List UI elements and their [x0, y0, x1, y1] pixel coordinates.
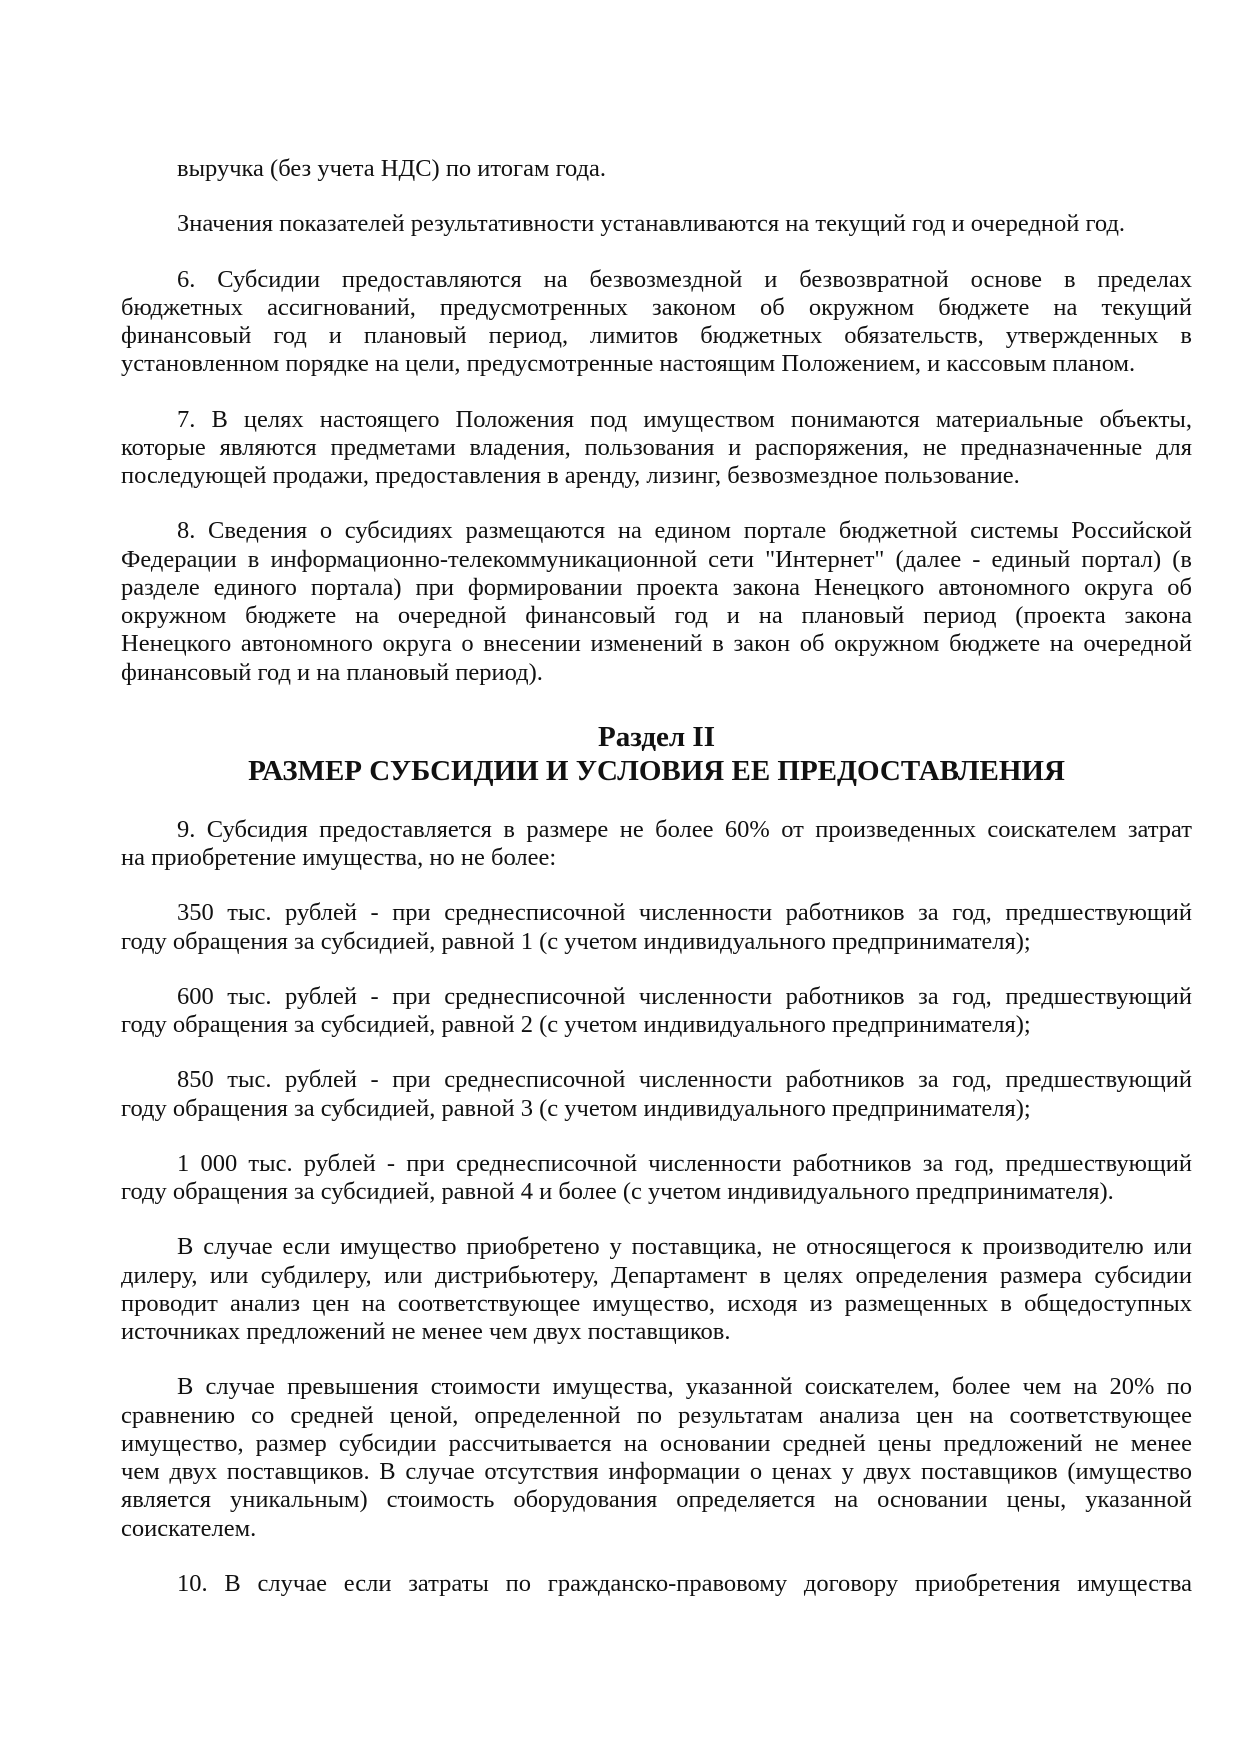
paragraph [121, 406, 1192, 491]
text-line: является уникальным) стоимость оборудования определяется на основании цены, указанной [121, 1486, 1192, 1514]
text-line: которые являются предметами владения, пользования и распоряжения, не предназначенные для [121, 433, 1192, 461]
text-line: окружном бюджете на очередной финансовый год и на плановый период (проекта закона [121, 602, 1192, 629]
paragraph [121, 1066, 1192, 1123]
text-line: году обращения за субсидией, равной 3 (с учетом индивидуального предпринимателя); [121, 1094, 1031, 1122]
text-line: году обращения за субсидией, равной 2 (с учетом индивидуального предпринимателя); [121, 1011, 1031, 1038]
text-line: В случае превышения стоимости имущества, указанной соискателем, более чем на 20% по [177, 1373, 1192, 1401]
paragraph [121, 1373, 1192, 1543]
text-line: соискателем. [121, 1514, 257, 1542]
text-line: 1 000 тыс. рублей - при среднесписочной численности работников за год, предшествующий [177, 1149, 1192, 1177]
section-title: РАЗМЕР СУБСИДИИ И УСЛОВИЯ ЕЕ ПРЕДОСТАВЛЕНИЯ [248, 754, 1065, 787]
text-line: году обращения за субсидией, равной 1 (с учетом индивидуального предпринимателя); [121, 927, 1031, 955]
text-line: сравнению со средней ценой, определенной по результатам анализа цен на соответствующее [121, 1401, 1192, 1429]
text-line: на приобретение имущества, но не более: [121, 844, 557, 871]
text-line: дилеру, или субдилеру, или дистрибьютеру, Департамент в целях определения размера субсидии [121, 1261, 1192, 1289]
paragraph [121, 899, 1192, 956]
text-line: проводит анализ цен на соответствующее имущество, исходя из размещенных в общедоступных [121, 1289, 1192, 1317]
text-line: 7. В целях настоящего Положения под имуществом понимаются материальные объекты, [177, 405, 1192, 433]
paragraph [121, 1233, 1192, 1346]
text-line: 850 тыс. рублей - при среднесписочной численности работников за год, предшествующий [177, 1066, 1192, 1094]
paragraph [121, 210, 1192, 238]
paragraph [121, 983, 1192, 1040]
text-line: 350 тыс. рублей - при среднесписочной численности работников за год, предшествующий [177, 899, 1192, 927]
text-line: финансовый год и на плановый период). [121, 658, 543, 686]
text-line: последующей продажи, предоставления в аренду, лизинг, безвозмездное пользование. [121, 462, 1020, 489]
text-line: установленном порядке на цели, предусмотренные настоящим Положением, и кассовым планом. [121, 350, 1136, 378]
paragraph [121, 1570, 1192, 1598]
section-number: Раздел II [598, 720, 715, 753]
text-line: 10. В случае если затраты по гражданско-правовому договору приобретения имущества [177, 1569, 1192, 1597]
paragraph [121, 517, 1192, 687]
text-line: разделе единого портала) при формировании проекта закона Ненецкого автономного округа об [121, 573, 1192, 601]
text-line: 8. Сведения о субсидиях размещаются на едином портале бюджетной системы Российской [177, 517, 1192, 545]
paragraph [121, 155, 1192, 183]
text-line: чем двух поставщиков. В случае отсутствия информации о ценах у двух поставщиков (имущество [121, 1458, 1192, 1485]
paragraph [121, 266, 1192, 379]
text-line: 6. Субсидии предоставляются на безвозмездной и безвозвратной основе в пределах [177, 265, 1192, 293]
text-line: В случае если имущество приобретено у поставщика, не относящегося к производителю или [177, 1233, 1192, 1261]
text-line: году обращения за субсидией, равной 4 и более (с учетом индивидуального предпринимателя). [121, 1178, 1114, 1205]
text-line: Ненецкого автономного округа о внесении изменений в закон об окружном бюджете на очередной [121, 630, 1192, 658]
text-line: финансовый год и плановый период, лимитов бюджетных обязательств, утвержденных в [121, 322, 1192, 349]
section-heading [121, 720, 1192, 788]
paragraph [121, 816, 1192, 873]
text-line: источниках предложений не менее чем двух поставщиков. [121, 1318, 731, 1345]
paragraph [121, 1150, 1192, 1207]
text-line: Федерации в информационно-телекоммуникационной сети "Интернет" (далее - единый портал) (в [121, 545, 1192, 573]
text-line: 600 тыс. рублей - при среднесписочной численности работников за год, предшествующий [177, 982, 1192, 1010]
text-line: выручка (без учета НДС) по итогам года. [177, 155, 607, 182]
text-line: Значения показателей результативности устанавливаются на текущий год и очередной год. [177, 210, 1126, 238]
document-page [121, 155, 1192, 1625]
text-line: 9. Субсидия предоставляется в размере не более 60% от произведенных соискателем затрат [177, 815, 1192, 843]
text-line: имущество, размер субсидии рассчитывается на основании средней цены предложений не менее [121, 1429, 1192, 1457]
text-line: бюджетных ассигнований, предусмотренных законом об окружном бюджете на текущий [121, 293, 1192, 321]
